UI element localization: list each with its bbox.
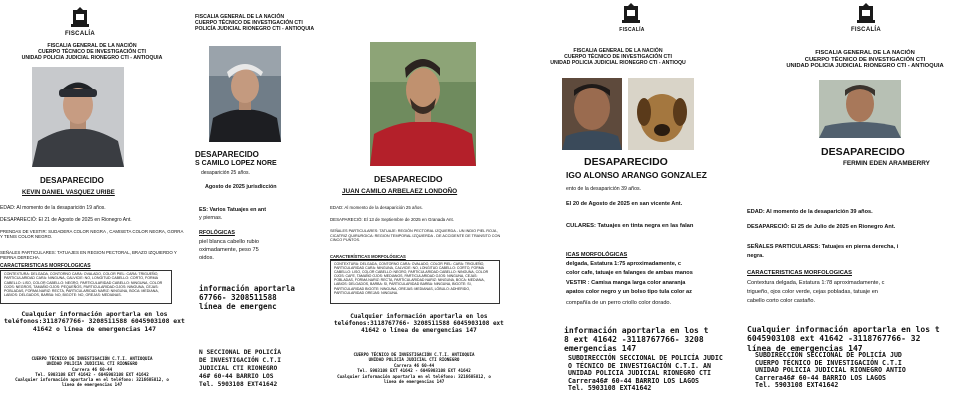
morph-title: RFOLÓGICAS bbox=[199, 230, 235, 236]
colombia-coat-of-arms-icon bbox=[855, 2, 877, 26]
morph-title: ICAS MORFOLÓGICAS bbox=[566, 252, 628, 258]
colombia-coat-of-arms-icon bbox=[620, 2, 642, 26]
marks-line: SEÑALES PARTICULARES: TATUAJE: REGIÓN PECTORAL IZQUIERDA - UN INDIO PIEL ROJA , CICATRIZ QUIRURGICA: REGION TEMPORAL IZQUIERDA - DE ACCIDENTE DE TRANSITO CON CINCO PUNTOS. bbox=[330, 229, 501, 243]
contact-info bbox=[334, 313, 504, 334]
contact-info bbox=[4, 311, 185, 333]
footer-line: O TÉCNICO DE INVESTIGACIÓN C.T.I. AN bbox=[568, 361, 711, 370]
footer-line: CUERPO TÉCNICO DE INVESTIGACIÓN C.T.I bbox=[755, 358, 902, 367]
missing-poster-alonso-arango bbox=[528, 0, 723, 420]
morph-line: oidos. bbox=[199, 255, 214, 261]
contact-line: Cualquier información aportarla en los t bbox=[747, 325, 940, 334]
footer-line: Tel. 5903108 EXT41642 bbox=[199, 381, 278, 388]
morph-line: trigueño, ojos color verde, cejas pobladas, tatuaje en bbox=[747, 289, 878, 295]
header-line: CUERPO TÉCNICO DE INVESTIGACIÓN CTI bbox=[195, 20, 303, 26]
morph-title: CARACTERISTICAS MORFOLOGICAS bbox=[0, 263, 91, 269]
marks-line: SEÑALES PARTICULARES: Tatuajes en pierna derecha, i bbox=[747, 244, 899, 250]
header-line: UNIDAD POLICIA JUDICIAL RIONEGRO CTI - ANTIOQUIA bbox=[21, 55, 163, 61]
poster-header bbox=[530, 48, 706, 66]
footer-line: SUBDIRECCIÓN SECCIONAL DE POLICÍA JUD bbox=[755, 351, 902, 359]
marks-line: ES: Varios Tatuajes en ant bbox=[199, 207, 267, 213]
poster-header bbox=[775, 50, 955, 70]
marks-line: SEÑALES PARTICULARES: TATUAJES EN REGION PECTORAL, BRAZO IZQUIERDO Y PIERNA DERECHA. bbox=[0, 250, 177, 261]
morph-line: cabello corto color castaño. bbox=[747, 298, 816, 304]
morph-line: piel blanca cabello rubio bbox=[199, 239, 260, 245]
contact-line: teléfonos:3118767766- 3208511588 6045903108 ext bbox=[334, 320, 504, 327]
footer-line: CUERPO TÉCNICO DE INVESTIGACIÓN C.T.I. ANTIOQUIA bbox=[353, 352, 475, 357]
header-line: FISCALIA GENERAL DE LA NACIÓN bbox=[47, 43, 137, 49]
contact-line: línea de emergencias 147 bbox=[747, 343, 863, 353]
footer-line: UNIDAD POLICIA JUDICIAL CTI RIONEGRO bbox=[46, 361, 138, 367]
header-line: FISCALIA GENERAL DE LA NACIÓN bbox=[573, 48, 663, 54]
header-line: CUERPO TÉCNICO DE INVESTIGACIÓN CTI bbox=[564, 54, 672, 60]
morph-text: CONTEXTURA: DELGADA, CONTORNO CARA: OVALADO, COLOR PIEL: CARA: TRIGUEÑO, PARTICULARIDAD CARA: NINGUNA, CALVICIE: NO, LONGITUD CABELLO: CORTO, FORMA CABELLO: LISO, COLOR CABELLO: NEGRO, PARTICULARIDAD CABELLO: NINGUNA, COLOR OJOS: NEGROS, TAMAÑO OJOS: PEQUEÑOS, PARTICULARIDAD OJOS: NINGUNA, CEJAS: POBLADAS, FORMA NARIZ: RECTA, PARTICULARIDAD NARIZ: NINGUNA, BOCA: MEDIANA, LABIOS: DELGADOS, BARBA: NO, BIGOTE: NO, OREJAS: MEDIANAS. bbox=[0, 270, 172, 304]
contact-line: Cualquier información aportarla en los bbox=[350, 313, 488, 320]
footer-line: línea de emergencias 147 bbox=[383, 379, 445, 385]
clothes-line: PRENDAS DE VESTIR: SUDADERA COLOR NEGRA , CAMISETA COLOR NEGRA, GORRA Y TENIS COLOR NEGRO. bbox=[0, 229, 184, 240]
clothes-line: apatos color negro y un bolso tipo tula color az bbox=[566, 289, 692, 295]
date-line: DESAPARECIÓ: El 21 de Agosto de 2025 en Rionegro Ant. bbox=[0, 217, 132, 223]
contact-info bbox=[564, 326, 709, 354]
morph-title: CARACTERÍSTICAS MORFOLÓGICAS bbox=[330, 254, 406, 259]
age-line: desaparición 25 años. bbox=[201, 170, 250, 176]
poster-footer bbox=[755, 352, 906, 390]
morph-title: CARACTERISTICAS MORFOLOGICAS bbox=[747, 270, 852, 276]
contact-line: 41642 o línea de emergencias 147 bbox=[361, 327, 477, 334]
org-label: FISCALÍA bbox=[850, 27, 882, 33]
header-line: FISCALIA GENERAL DE LA NACIÓN bbox=[195, 14, 285, 20]
org-label: FISCALÍA bbox=[64, 31, 96, 37]
morph-line: delgada, Estatura 1:75 aproximadamente, c bbox=[566, 261, 682, 267]
poster-title: DESAPARECIDO bbox=[195, 150, 259, 159]
poster-header bbox=[0, 43, 184, 61]
org-label: FISCALÍA bbox=[619, 27, 645, 33]
missing-poster-kevin bbox=[0, 0, 184, 420]
footer-line: línea de emergencias 147 bbox=[61, 382, 123, 388]
footer-line: N SECCIONAL DE POLICÍA bbox=[199, 349, 281, 356]
person-name: JUAN CAMILO ARBELAEZ LONDOÑO bbox=[342, 188, 458, 195]
contact-line: información aportarla bbox=[199, 284, 296, 293]
date-line: Agosto de 2025 jurisdicción bbox=[205, 184, 277, 190]
person-name: S CAMILO LOPEZ NORE bbox=[195, 160, 277, 167]
poster-footer bbox=[322, 352, 506, 384]
contact-line: teléfonos:3118767766- 3208511588 6045903108 ext bbox=[4, 317, 185, 326]
morph-line: Contextura delgada, Estatura 1:78 aproximadamente, c bbox=[747, 280, 885, 286]
footer-line: Tel. 5903108 EXT41642 bbox=[755, 381, 839, 390]
poster-footer bbox=[199, 349, 281, 389]
date-line: El 20 de Agosto de 2025 en san vicente Ant. bbox=[566, 201, 683, 207]
contact-info bbox=[199, 284, 295, 311]
poster-title: DESAPARECIDO bbox=[40, 176, 104, 185]
contact-line: información aportarla en los t bbox=[564, 326, 709, 335]
colombia-coat-of-arms-icon bbox=[69, 6, 91, 30]
missing-person-photo bbox=[370, 42, 476, 166]
footer-line: SUBDIRECCIÓN SECCIONAL DE POLICÍA JUDIC bbox=[568, 354, 723, 362]
footer-line: Tel. 5903108 EXT41642 bbox=[568, 384, 652, 393]
poster-footer bbox=[568, 355, 723, 393]
contact-line: emergencias 147 bbox=[564, 344, 637, 354]
poster-title: DESAPARECIDO bbox=[374, 174, 443, 184]
header-line: UNIDAD POLICIA JUDICIAL RIONEGRO CTI - ANTIOQU bbox=[550, 60, 686, 66]
person-name: IGO ALONSO ARANGO GONZALEZ bbox=[566, 170, 707, 180]
dog-photo bbox=[628, 78, 694, 150]
contact-line: 67766- 3208511588 bbox=[199, 293, 277, 302]
contact-info bbox=[747, 325, 940, 353]
marks-line: CULARES: Tatuajes en tinta negra en las falan bbox=[566, 223, 694, 229]
footer-line: UNIDAD POLICIA JUDICIAL CTI RIONEGRO bbox=[368, 357, 460, 363]
poster-header bbox=[195, 14, 315, 32]
footer-line: Carrera 46 60-44 bbox=[393, 362, 435, 368]
missing-person-photo bbox=[819, 80, 901, 138]
age-line: EDAD: Al momento de la desaparición 39 años. bbox=[747, 209, 873, 215]
header-line: FISCALIA GENERAL DE LA NACIÓN bbox=[815, 50, 915, 56]
footer-line: Cualquier información aportarla en el teléfono: 3216685812, o bbox=[337, 373, 491, 379]
footer-line: Tel. 5903108 EXT 41642 - 6045903108 EXT 41642 bbox=[35, 371, 149, 377]
person-name: FERMIN EDEN ARAMBERRY bbox=[843, 160, 930, 167]
footer-line: CUERPO TÉCNICO DE INVESTIGACIÓN C.T.I. ANTIOQUIA bbox=[31, 356, 153, 361]
age-line: EDAD: Al momento de la desaparición 25 años. bbox=[330, 205, 423, 210]
marks-line-2: y piernas. bbox=[199, 215, 223, 221]
footer-line: 46# 60-44 BARRIO LOS bbox=[199, 373, 274, 380]
contact-line: 8 ext 41642 -3118767766- 3208 bbox=[564, 335, 704, 345]
header-line: CUERPO TÉCNICO DE INVESTIGACIÓN CTI bbox=[38, 49, 146, 55]
poster-title: DESAPARECIDO bbox=[821, 146, 905, 158]
contact-line: Cualquier información aportarla en los bbox=[21, 310, 168, 318]
header-line: UNIDAD POLICIA JUDICIAL RIONEGRO CTI - ANTIOQUIA bbox=[786, 63, 944, 70]
footer-line: Cualquier información aportarla en el teléfono: 3216685812, o bbox=[15, 377, 169, 383]
missing-person-photo bbox=[209, 46, 281, 142]
missing-person-photo bbox=[562, 78, 622, 150]
marks-line-2: negra. bbox=[747, 253, 764, 259]
footer-line: UNIDAD POLICIA JUDICIAL RIONEGRO CTI bbox=[568, 369, 711, 378]
date-line: DESAPARECIÓ: El 13 de Septiembre de 2025 en Granada Ant. bbox=[330, 217, 454, 222]
morph-line: oximadamente, peso 75 bbox=[199, 247, 259, 253]
missing-poster-juan-camilo bbox=[322, 0, 506, 420]
footer-line: Carrera46# 60-44 BARRIO LOS LAGOS bbox=[755, 373, 887, 382]
header-line: POLICÍA JUDICIAL RIONEGRO CTI - ANTIOQUIA bbox=[195, 26, 315, 32]
date-line: DESAPARECIÓ: El 25 de Julio de 2025 en Rionegro Ant. bbox=[747, 224, 896, 230]
contact-line: línea de emergenc bbox=[199, 302, 277, 311]
contact-line: 6045903108 ext 41642 -3118767766- 32 bbox=[747, 334, 921, 344]
footer-line: JUDICIAL CTI RIONEGRO bbox=[199, 365, 278, 372]
clothes-line: VESTIR : Camisa manga larga color anaranja bbox=[566, 280, 686, 286]
header-line: CUERPO TÉCNICO DE INVESTIGACIÓN CTI bbox=[804, 56, 926, 63]
poster-footer bbox=[0, 356, 184, 388]
poster-title: DESAPARECIDO bbox=[584, 156, 668, 168]
age-line: EDAD: Al momento de la desaparición 19 años. bbox=[0, 205, 106, 211]
missing-poster-camilo-lopez bbox=[195, 0, 315, 420]
footer-line: Tel. 5903108 EXT 41642 - 6045903108 EXT 41642 bbox=[357, 368, 471, 374]
footer-line: UNIDAD POLICIA JUDICIAL RIONEGRO ANTIO bbox=[755, 366, 906, 375]
morph-text: CONTEXTURA: DELGADA, CONTORNO CARA: OVALADO, COLOR PIEL: CARA: TRIGUEÑO, PARTICULARIDAD CARA: NINGUNA, CALVICIE: NO, LONGITUD CABELLO: CORTO, FORMA CABELLO: LISO, COLOR CABELLO: NEGRO, PARTICULARIDAD CABELLO: NINGUNA, COLOR OJOS: CAFE, TAMAÑO OJOS: MEDIANOS, PARTICULARIDAD OJOS: NINGUNA, CEJAS: POBLADAS, FORMA NARIZ: RECTA, PARTICULARIDAD NARIZ: NINGUNA, BOCA: MEDIANA, LABIOS: DELGADOS, BARBA: SI, PARTICULARIDAD BARBA: NINGUNA, BIGOTE: SI, PARTICULARIDAD BIGOTE: NINGUNA, OREJAS: MEDIANAS, LÓBULO: ADHERIDO, PARTICULARIDAD OREJAS: NINGUNA. bbox=[330, 260, 500, 304]
footer-line: Carrera46# 60-44 BARRIO LOS LAGOS bbox=[568, 376, 700, 385]
age-line: ento de la desaparición 39 años. bbox=[566, 186, 641, 192]
footer-line: Carrera 46 60-44 bbox=[71, 366, 113, 372]
contact-line: 41642 o línea de emergencias 147 bbox=[32, 324, 156, 333]
morph-line: color cafe, tatuaje en falanges de ambas manos bbox=[566, 270, 693, 276]
footer-line: DE INVESTIGACIÓN C.T.I bbox=[199, 357, 281, 364]
missing-person-photo bbox=[32, 67, 124, 167]
extra-line: compañía de un perro criollo color dorado. bbox=[566, 300, 672, 306]
person-name: KEVIN DANIEL VASQUEZ URIBE bbox=[22, 190, 115, 196]
missing-poster-fermin bbox=[745, 0, 944, 420]
